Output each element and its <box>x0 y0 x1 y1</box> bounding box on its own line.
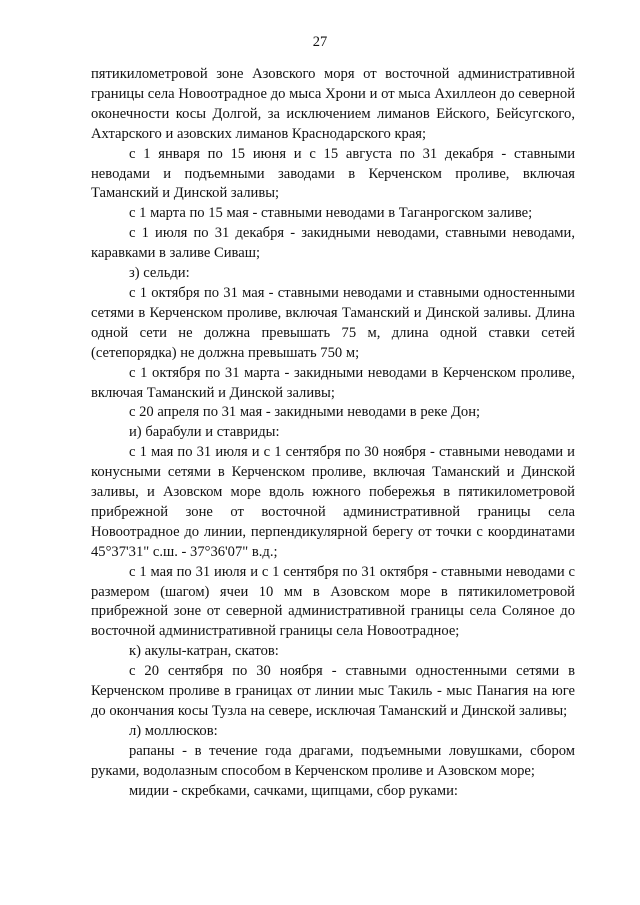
paragraph: з) сельди: <box>129 265 190 282</box>
paragraph: к) акулы-катран, скатов: <box>129 643 279 660</box>
paragraph: с 1 мая по 31 июля и с 1 сентября по 30 ноября - ставными неводами и конусными сетями в Керченском проливе, включая Таманский и Динской заливы, и Азовском море вдоль южного побережья в пятикилометровой прибрежной зоне от восточной административной границы села Новоотрадное до линии, перпендикулярной берегу от точки с координатами 45°37'31" с.ш. - 37°36'07" в.д.; <box>91 444 575 560</box>
paragraph: пятикилометровой зоне Азовского моря от восточной административной границы села Новоотрадное до мыса Хрони и от мыса Ахиллеон до северной оконечности косы Долгой, за исключением лиманов Ейского, Бейсугского, Ахтарского и азовских лиманов Краснодарского края; <box>91 66 575 142</box>
paragraph: с 1 июля по 31 декабря - закидными неводами, ставными неводами, каравками в заливе Сиваш; <box>91 225 575 262</box>
paragraph: с 20 сентября по 30 ноября - ставными одностенными сетями в Керченском проливе в границах от линии мыс Такиль - мыс Панагия на юге до окончания косы Тузла на севере, исключая Таманский и Динской заливы; <box>91 663 575 719</box>
paragraph: с 1 мая по 31 июля и с 1 сентября по 31 октября - ставными неводами с размером (шагом) ячеи 10 мм в Азовском море в пятикилометровой прибрежной зоне от северной административной границы села Соляное до восточной административной границы села Новоотрадное; <box>91 563 575 640</box>
document-body <box>91 65 575 802</box>
paragraph: л) моллюсков: <box>129 722 218 739</box>
paragraph: с 1 января по 15 июня и с 15 августа по 31 декабря - ставными неводами и подъемными заводами в Керченском проливе, включая Таманский и Динской заливы; <box>91 145 575 202</box>
paragraph: рапаны - в течение года драгами, подъемными ловушками, сбором руками, водолазным способом в Керченском проливе и Азовском море; <box>91 742 575 779</box>
paragraph: с 1 марта по 15 мая - ставными неводами в Таганрогском заливе; <box>129 205 533 222</box>
page-number: 27 <box>312 34 328 50</box>
paragraph: мидии - скребками, сачками, щипцами, сбор руками: <box>129 782 458 799</box>
paragraph: с 1 октября по 31 марта - закидными неводами в Керченском проливе, включая Таманский и Динской заливы; <box>91 364 575 401</box>
paragraph: и) барабули и ставриды: <box>129 424 280 441</box>
paragraph: с 20 апреля по 31 мая - закидными неводами в реке Дон; <box>129 404 481 421</box>
paragraph: с 1 октября по 31 мая - ставными неводами и ставными одностенными сетями в Керченском проливе, включая Таманский и Динской заливы. Длина одной сети не должна превышать 75 м, длина одной ставки сетей (сетепорядка) не должна превышать 750 м; <box>91 284 575 361</box>
